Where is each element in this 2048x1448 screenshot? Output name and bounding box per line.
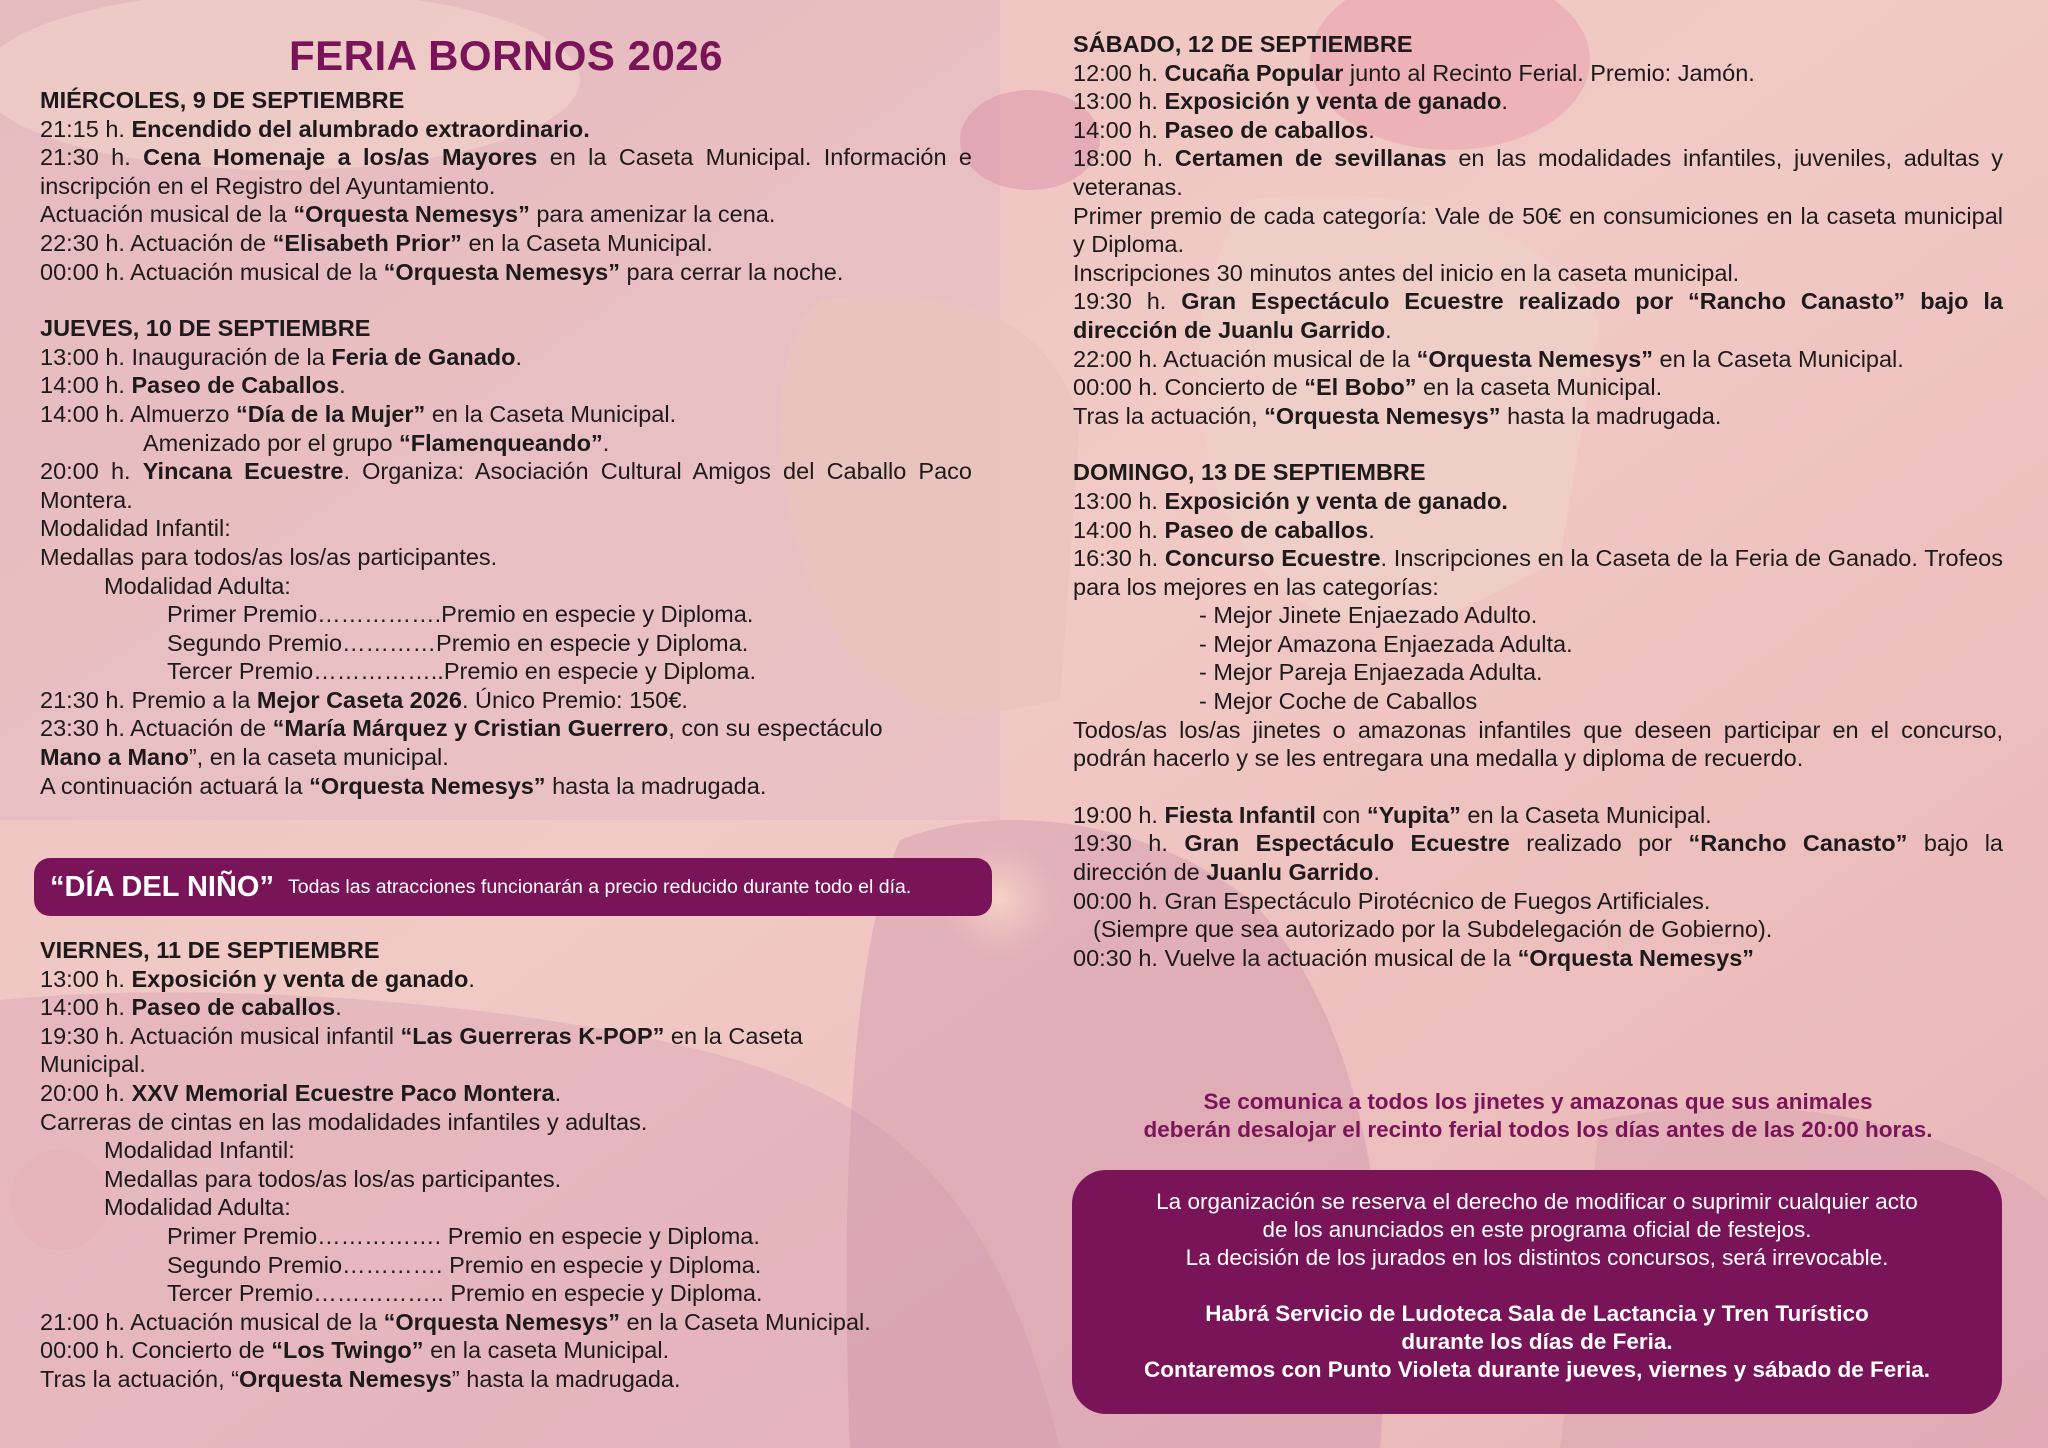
event-line: 14:00 h. Paseo de caballos. <box>40 994 342 1021</box>
event-line: 13:00 h. Exposición y venta de ganado. <box>1073 88 1508 115</box>
event-line: 23:30 h. Actuación de “María Márquez y Cristian Guerrero, con su espectáculo <box>40 715 883 742</box>
event-line: 21:30 h. Cena Homenaje a los/as Mayores en la Caseta Municipal. Información e inscripción en el Registro del Ayuntamiento. <box>40 144 972 199</box>
info-line: durante los días de Feria. <box>1401 1329 1673 1354</box>
prize-line: Primer Premio…………….Premio en especie y Diploma. <box>167 601 754 628</box>
category-item: - Mejor Pareja Enjaezada Adulta. <box>1199 659 1543 686</box>
event-line: 20:00 h. Yincana Ecuestre. Organiza: Asociación Cultural Amigos del Caballo Paco Montera. <box>40 458 972 513</box>
event-line: 19:30 h. Gran Espectáculo Ecuestre realizado por “Rancho Canasto” bajo la dirección de Juanlu Garrido. <box>1073 288 2004 343</box>
event-line: Medallas para todos/as los/as participantes. <box>40 543 498 570</box>
info-line: La decisión de los jurados en los distintos concursos, será irrevocable. <box>1185 1245 1889 1270</box>
event-line: 21:00 h. Actuación musical de la “Orquesta Nemesys” en la Caseta Municipal. <box>40 1308 871 1335</box>
event-line: Actuación musical de la “Orquesta Nemesys” para amenizar la cena. <box>40 201 776 228</box>
event-line: 13:00 h. Inauguración de la Feria de Ganado. <box>40 343 523 370</box>
event-line: 21:15 h. Encendido del alumbrado extraordinario. <box>40 115 590 142</box>
category-item: - Mejor Amazona Enjaezada Adulta. <box>1199 630 1573 657</box>
event-line: Tras la actuación, “Orquesta Nemesys” hasta la madrugada. <box>1073 402 1722 429</box>
notice-text <box>1073 1088 2003 1144</box>
banner-text: Todas las atracciones funcionarán a precio reducido durante todo el día. <box>287 875 912 898</box>
event-line: 00:00 h. Actuación musical de la “Orquesta Nemesys” para cerrar la noche. <box>40 258 844 285</box>
day-sabado <box>1073 30 2003 430</box>
dia-del-nino-banner <box>34 858 992 916</box>
notice-line: Se comunica a todos los jinetes y amazonas que sus animales <box>1203 1089 1873 1114</box>
day-heading: MIÉRCOLES, 9 DE SEPTIEMBRE <box>40 87 405 113</box>
event-line: A continuación actuará la “Orquesta Nemesys” hasta la madrugada. <box>40 772 767 799</box>
day-heading: DOMINGO, 13 DE SEPTIEMBRE <box>1073 459 1426 486</box>
event-line: (Siempre que sea autorizado por la Subdelegación de Gobierno). <box>1093 916 1773 943</box>
event-line: Modalidad Adulta: <box>104 572 291 599</box>
event-line: 00:30 h. Vuelve la actuación musical de la “Orquesta Nemesys” <box>1073 944 1755 971</box>
event-line: 18:00 h. Certamen de sevillanas en las modalidades infantiles, juveniles, adultas y veteranas. <box>1073 145 2003 200</box>
day-jueves <box>40 314 972 800</box>
info-line: La organización se reserva el derecho de modificar o suprimir cualquier acto <box>1156 1189 1918 1214</box>
event-line: Medallas para todos/as los/as participantes. <box>104 1165 562 1192</box>
event-line: Todos/as los/as jinetes o amazonas infantiles que deseen participar en el concurso, podrán hacerlo y se les entregara una medalla y diploma de recuerdo. <box>1073 716 2003 772</box>
day-miercoles <box>40 86 972 286</box>
banner-title: “DÍA DEL NIÑO” <box>50 870 274 903</box>
event-line: 20:00 h. XXV Memorial Ecuestre Paco Montera. <box>40 1079 562 1106</box>
event-line: Primer premio de cada categoría: Vale de 50€ en consumiciones en la caseta municipal y Diploma. <box>1073 202 2003 258</box>
event-line: Inscripciones 30 minutos antes del inicio en la caseta municipal. <box>1073 259 1740 286</box>
event-line: 14:00 h. Paseo de Caballos. <box>40 372 346 399</box>
event-line: 14:00 h. Paseo de caballos. <box>1073 116 1375 143</box>
event-line: 22:30 h. Actuación de “Elisabeth Prior” en la Caseta Municipal. <box>40 229 713 256</box>
prize-line: Tercer Premio…………….. Premio en especie y Diploma. <box>167 1280 763 1307</box>
right-column <box>1073 30 2003 972</box>
prize-line: Tercer Premio……………..Premio en especie y Diploma. <box>167 658 756 685</box>
prize-line: Segundo Premio…………Premio en especie y Diploma. <box>167 629 749 656</box>
event-line: Mano a Mano”, en la caseta municipal. <box>40 744 449 771</box>
notice-line: deberán desalojar el recinto ferial todos los días antes de las 20:00 horas. <box>1143 1117 1933 1142</box>
event-line: 21:30 h. Premio a la Mejor Caseta 2026. Único Premio: 150€. <box>40 686 688 713</box>
day-viernes <box>40 936 972 1394</box>
day-heading: VIERNES, 11 DE SEPTIEMBRE <box>40 937 380 963</box>
event-line: Modalidad Infantil: <box>104 1137 295 1164</box>
event-line: 19:00 h. Fiesta Infantil con “Yupita” en la Caseta Municipal. <box>1073 801 1712 828</box>
info-line: Habrá Servicio de Ludoteca Sala de Lactancia y Tren Turístico <box>1205 1301 1869 1326</box>
event-line: Modalidad Adulta: <box>104 1194 291 1221</box>
event-line: 19:30 h. Gran Espectáculo Ecuestre realizado por “Rancho Canasto” bajo la dirección de Juanlu Garrido. <box>1073 830 2004 886</box>
day-heading: JUEVES, 10 DE SEPTIEMBRE <box>40 315 371 342</box>
category-item: - Mejor Coche de Caballos <box>1199 688 1478 715</box>
left-column <box>40 30 972 800</box>
prize-line: Segundo Premio…………. Premio en especie y Diploma. <box>167 1251 762 1278</box>
event-line: Carreras de cintas en las modalidades infantiles y adultas. <box>40 1108 648 1135</box>
prize-line: Primer Premio……………. Premio en especie y Diploma. <box>167 1222 760 1249</box>
event-line: 16:30 h. Concurso Ecuestre. Inscripciones en la Caseta de la Feria de Ganado. Trofeos para los mejores en las categorías: <box>1073 545 2003 600</box>
event-line: 00:00 h. Concierto de “Los Twingo” en la caseta Municipal. <box>40 1337 670 1364</box>
event-line: 14:00 h. Almuerzo “Día de la Mujer” en la Caseta Municipal. <box>40 400 677 427</box>
info-box <box>1072 1170 2002 1414</box>
day-heading: SÁBADO, 12 DE SEPTIEMBRE <box>1073 31 1413 57</box>
event-line: Modalidad Infantil: <box>40 515 231 542</box>
event-line: 19:30 h. Actuación musical infantil “Las Guerreras K-POP” en la Caseta Municipal. <box>40 1022 803 1078</box>
event-line: 12:00 h. Cucaña Popular junto al Recinto Ferial. Premio: Jamón. <box>1073 59 1755 86</box>
event-line: 00:00 h. Gran Espectáculo Pirotécnico de Fuegos Artificiales. <box>1073 887 1711 914</box>
event-line: Amenizado por el grupo “Flamenqueando”. <box>143 429 610 456</box>
info-line: Contaremos con Punto Violeta durante jueves, viernes y sábado de Feria. <box>1143 1357 1931 1382</box>
event-line: 13:00 h. Exposición y venta de ganado. <box>40 965 475 992</box>
event-line: 22:00 h. Actuación musical de la “Orquesta Nemesys” en la Caseta Municipal. <box>1073 345 1904 372</box>
event-line: 13:00 h. Exposición y venta de ganado. <box>1073 487 1508 514</box>
day-domingo <box>1073 458 2003 972</box>
event-line: 14:00 h. Paseo de caballos. <box>1073 516 1375 543</box>
info-line: de los anunciados en este programa oficial de festejos. <box>1262 1217 1812 1242</box>
category-item: - Mejor Jinete Enjaezado Adulto. <box>1199 602 1538 629</box>
event-line: Tras la actuación, “Orquesta Nemesys” hasta la madrugada. <box>40 1365 681 1392</box>
page-title: FERIA BORNOS 2026 <box>288 32 724 79</box>
event-line: 00:00 h. Concierto de “El Bobo” en la caseta Municipal. <box>1073 374 1663 401</box>
